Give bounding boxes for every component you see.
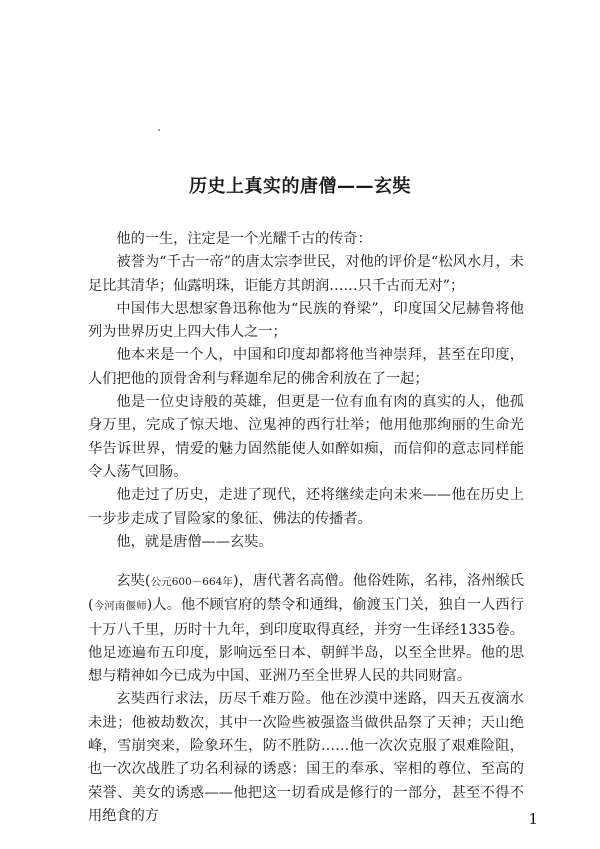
print-speck	[158, 129, 160, 131]
page-title: 历史上真实的唐僧——玄奘	[189, 176, 411, 198]
intro-paragraph: 他，就是唐僧——玄奘。	[116, 533, 273, 550]
page-number: 1	[528, 810, 538, 828]
lifespan-dates: 公元600－664年	[150, 576, 233, 588]
p1-start: 玄奘(	[116, 573, 151, 589]
intro-paragraph: 被誉为“千古一帝”的唐太宗李世民，对他的评价是“松风水月，未足比其清华；仙露明珠，讵能方其朗润……只千古而无对”；	[88, 254, 524, 294]
biography-section	[88, 570, 524, 828]
intro-paragraph: 中国伟大思想家鲁迅称他为“民族的脊梁”，印度国父尼赫鲁将他列为世界历史上四大伟人之一；	[88, 300, 524, 341]
intro-paragraph: 他本来是一个人，中国和印度却都将他当神崇拜，甚至在印度，人们把他的顶骨舍利与释迦牟尼的佛舍利放在了一起；	[88, 347, 524, 387]
biography-paragraph-1	[88, 570, 524, 688]
intro-paragraph: 他走过了历史，走进了现代，还将继续走向未来——他在历史上一步步走成了冒险家的象征、佛法的传播者。	[88, 487, 524, 527]
intro-paragraph: 他是一位史诗般的英雄，但更是一位有血有肉的真实的人，他孤身万里，完成了惊天地、泣鬼神的西行壮举；他用他那绚丽的生命光华告诉世界，情爱的魅力固然能使人如醉如痴，而信仰的意志同样能令人荡气回肠。	[88, 394, 524, 480]
intro-paragraph: 他的一生，注定是一个光耀千古的传奇：	[116, 231, 372, 247]
p1-rest: )，唐代著名高僧。他俗姓陈，名祎，洛州缑氏(	[88, 573, 524, 614]
birthplace-note: 今河南偃师	[93, 600, 147, 613]
intro-section	[88, 228, 524, 554]
p1-end: )人。他不顾官府的禁令和通缉，偷渡玉门关，独自一人西行十万八千里，历时十九年，到印度取得真经，并穷一生译经1335卷。他足迹遍布五印度，影响远至日本、朝鲜半岛，以至全世界。他的思想与精神如今已成为中国、亚洲乃至全世界人民的共同财富。	[88, 597, 524, 685]
biography-paragraph-2: 玄奘西行求法，历尽千难万险。他在沙漠中迷路，四天五夜滴水未进；他被劫数次，其中一次险些被强盗当做供品祭了天神；天山绝峰，雪崩突来，险象环生，防不胜防……他一次次克服了艰难险阻，也一次次战胜了功名利禄的诱惑：国王的奉承、宰相的尊位、至高的荣誉、美女的诱惑——他把这一切看成是修行的一部分，甚至不得不用绝食的方	[88, 691, 524, 824]
